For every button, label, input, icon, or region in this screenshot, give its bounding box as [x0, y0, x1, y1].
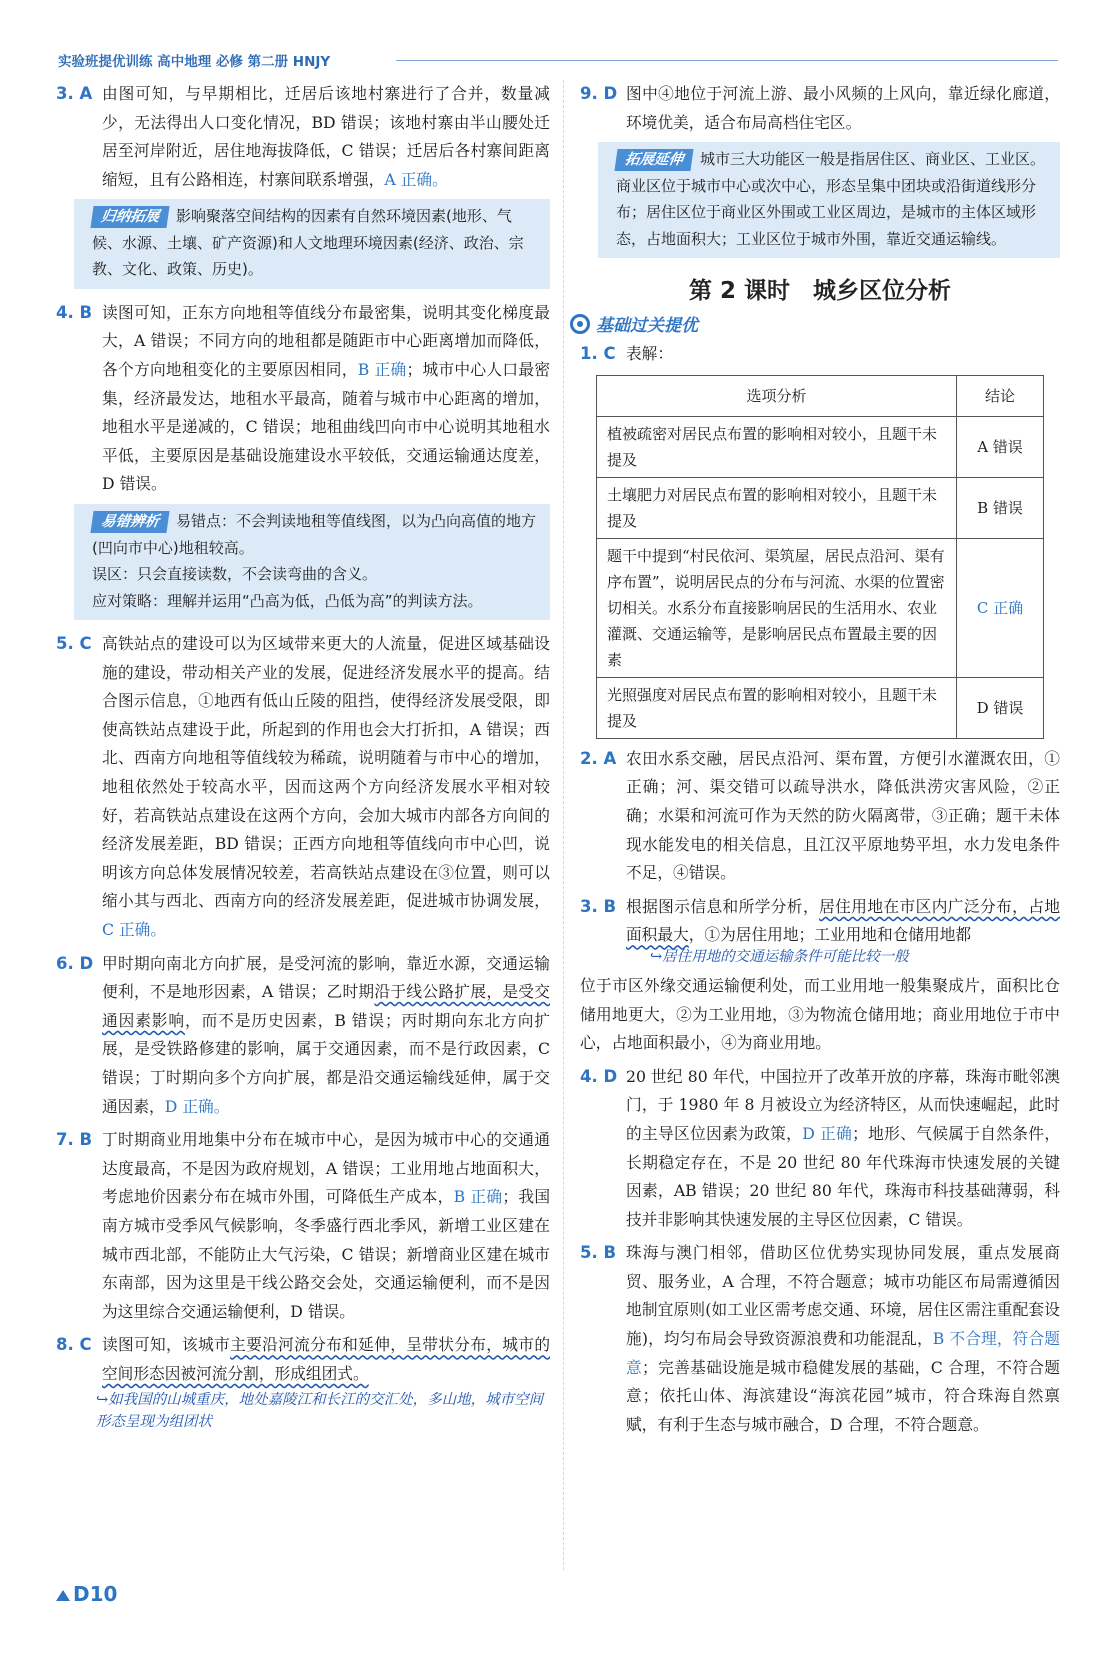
correct-answer: D 正确	[802, 1123, 853, 1143]
answer-q3-cont	[580, 972, 1060, 1058]
explanation: 珠海与澳门相邻，借助区位优势实现协同发展，重点发展商贸、服务业，A 合理，不符合题意；城市功能区布局需遵循因地制宜原则(如工业区需考虑交通、环境，居住区需注重配套设施)，均匀布局会导致资源浪费和功能混乱，	[626, 1243, 1060, 1349]
tip-line: 易错点：不会判读地租等值线图，以为凸向高值的地方(凹向市中心)地租较高。	[92, 512, 537, 557]
correct-answer: A 正确。	[384, 169, 448, 189]
header-rule	[396, 60, 1058, 61]
tip-text: 影响聚落空间结构的因素有自然环境因素(地形、气候、水源、土壤、矿产资源)和人文地理环境因素(经济、政治、宗教、文化、政策、历史)。	[92, 207, 524, 279]
explanation: 甲时期向南北方向扩展，是受河流的影响，靠近水源，交通运输便利，不是地形因素，A 错误；乙时期	[102, 953, 550, 1002]
explanation: 图中④地位于河流上游、最小风频的上风向，靠近绿化廊道，环境优美，适合布局高档住宅区。	[626, 84, 1060, 132]
tip-tag: 归纳拓展	[90, 206, 169, 228]
arrow-icon: ↪	[96, 1392, 109, 1409]
answer-q3b	[580, 893, 1060, 950]
table-cell: 光照强度对居民点布置的影响相对较小，且题干未提及	[597, 677, 957, 738]
question-number: 8. C	[56, 1335, 92, 1355]
question-number: 2. A	[580, 748, 617, 768]
tip-box-summary	[74, 199, 550, 289]
question-number: 7. B	[56, 1130, 93, 1150]
answer-q4b	[580, 1063, 1060, 1235]
question-number: 1. C	[580, 344, 616, 364]
column-divider	[563, 80, 564, 1570]
answer-q1	[580, 340, 1060, 369]
subsection-heading	[570, 311, 1060, 336]
page-number-text: D10	[73, 1582, 118, 1606]
underlined-text: 沿于线公路扩展，是受交通因素影响	[102, 982, 550, 1030]
explanation-cont: ；我国南方城市受季风气候影响，冬季盛行西北季风，新增工业区建在城市西北部，不能防止大气污染，C 错误；新增商业区建在城市东南部，因为这里是干线公路交会处，交通运输便利，而不是因为这里综合交通运输便利，D 错误。	[102, 1187, 551, 1321]
underlined-text: 主要沿河流分布和延伸，呈带状分布，城市的空间形态因被河流分割，形成组团式。	[102, 1335, 551, 1383]
subsection-title: 基础过关提优	[596, 316, 698, 337]
explanation-cont: 位于市区外缘交通运输便利处，而工业用地一般集聚成片，面积比仓储用地更大，②为工业用地，③为物流仓储用地；商业用地位于市中心，占地面积最小，④为商业用地。	[580, 975, 1060, 1053]
question-number: 3. A	[56, 84, 93, 103]
answer-q9	[580, 80, 1060, 137]
page-header	[58, 50, 1058, 70]
answer-q5b	[580, 1239, 1060, 1439]
section-title: 第 2 课时 城乡区位分析	[688, 278, 952, 305]
tip-text: 城市三大功能区一般是指居住区、商业区、工业区。商业区位于城市中心或次中心，形态呈集中团块或沿街道线形分布；居住区位于商业区外围或工业区周边，是城市的主体区域形态，占地面积大；工业区位于城市外围，靠近交通运输线。	[616, 150, 1046, 248]
explanation: 丁时期商业用地集中分布在城市中心，是因为城市中心的交通通达度最高，不是因为政府规划，A 错误；工业用地占地面积大，考虑地价因素分布在城市外围，可降低生产成本，	[102, 1130, 550, 1207]
answer-q7	[56, 1126, 550, 1326]
table-cell: 土壤肥力对居民点布置的影响相对较小，且题干未提及	[597, 477, 957, 538]
explanation: 读图可知，正东方向地租等值线分布最密集，说明其变化梯度最大，A 错误；不同方向的地租都是随距市中心距离增加而降低，各个方向地租变化的主要原因相同，	[102, 302, 550, 380]
handwritten-note	[96, 1389, 550, 1433]
question-number: 3. B	[580, 896, 617, 916]
table-header: 结论	[957, 375, 1044, 416]
tip-box-extension	[598, 142, 1060, 258]
explanation: 农田水系交融，居民点沿河、渠布置，方便引水灌溉农田，①正确；河、渠交错可以疏导洪水，降低洪涝灾害风险，②正确；水渠和河流可作为天然的防火隔离带，③正确；题干未体现水能发电的相关信息，且江汉平原地势平坦，水力发电条件不足，④错误。	[626, 748, 1060, 883]
explanation: 表解：	[626, 344, 674, 364]
answer-q2	[580, 745, 1060, 888]
target-icon	[570, 314, 590, 334]
answer-q8	[56, 1331, 550, 1388]
explanation: 20 世纪 80 年代，中国拉开了改革开放的序幕，珠海市毗邻澳门，于 1980 年 8 月被设立为经济特区，从而快速崛起，此时的主导区位因素为政策，	[626, 1066, 1060, 1143]
question-number: 6. D	[56, 953, 94, 973]
explanation-cont: ，①为居住用地；工业用地和仓储用地都	[688, 925, 972, 945]
table-row	[597, 677, 1044, 738]
tip-line: 误区：只会直接读数，不会读弯曲的含义。	[92, 565, 378, 584]
arrow-icon: ↪	[650, 948, 663, 965]
explanation: 由图可知，与早期相比，迁居后该地村寨进行了合并，数量减少，无法得出人口变化情况，BD 错误；该地村寨由半山腰处迁居至河岸附近，居住地海拔降低，C 错误；迁居后各村寨间距离缩短，且有公路相连，村寨间联系增强，	[102, 84, 550, 189]
handwritten-text: 如我国的山城重庆，地处嘉陵江和长江的交汇处，多山地，城市空间形态呈现为组团状	[96, 1392, 544, 1431]
correct-answer: B 正确	[453, 1187, 503, 1207]
correct-answer: D 正确。	[164, 1096, 230, 1116]
right-column	[580, 80, 1060, 1444]
underlined-text: 居住用地在市区内广泛分布，占地面积最大	[626, 896, 1061, 945]
explanation-cont: ；地形、气候属于自然条件，长期稳定存在，不是 20 世纪 80 年代珠海市快速发展的关键因素，AB 错误；20 世纪 80 年代，珠海市科技基础薄弱，科技并非影响其快速发展的主导区位因素，C 错误。	[626, 1123, 1061, 1229]
tip-line: 应对策略：理解并运用“凸高为低，凸低为高”的判读方法。	[92, 591, 483, 610]
explanation-cont: ；城市中心人口最密集，经济最发达，地租水平最高，随着与城市中心距离的增加，地租水平是递减的，C 错误；地租曲线凹向市中心说明其地租水平低，主要原因是基础设施建设水平较低，交通运输通达度差，D 错误。	[102, 360, 551, 494]
explanation: 根据图示信息和所学分析，	[626, 896, 820, 916]
table-row	[597, 416, 1044, 477]
explanation-cont: ，而不是历史因素，B 错误；丙时期向东北方向扩展，是受铁路修建的影响，属于交通因素，而不是行政因素，C 错误；丁时期向多个方向扩展，都是沿交通运输线延伸，属于交通因素，	[102, 1010, 551, 1116]
analysis-table	[596, 375, 1044, 739]
left-column	[56, 80, 550, 1437]
correct-answer: B 正确	[357, 360, 407, 380]
tip-tag: 易错辨析	[90, 511, 169, 533]
explanation: 高铁站点的建设可以为区域带来更大的人流量，促进区域基础设施的建设，带动相关产业的发展，促进经济发展水平的提高。结合图示信息，①地西有低山丘陵的阻挡，使得经济发展受限，即使高铁站点建设于此，所起到的作用也会大打折扣，A 错误；西北、西南方向地租等值线较为稀疏，说明随着与市中心的增加，地租依然处于较高水平，因而这两个方向经济发展水平相对较好，若高铁站点建设在这两个方向，会加大城市内部各方向间的经济发展差距，BD 错误；正西方向地租等值线向市中心凹，说明该方向总体发展情况较差，若高铁站点建设在③位置，则可以缩小其与西北、西南方向的经济发展差距，促进城市协调发展，	[102, 634, 550, 911]
answer-q4	[56, 299, 550, 499]
handwritten-text: 居住用地的交通运输条件可能比较一般	[662, 948, 909, 965]
table-cell-result: B 错误	[957, 477, 1044, 538]
tip-box-mistakes	[74, 504, 550, 620]
table-cell: 题干中提到“村民依河、渠筑屋，居民点沿河、渠有序布置”，说明居民点的分布与河流、水渠的位置密切相关。水系分布直接影响居民的生活用水、农业灌溉、交通运输等，是影响居民点布置最主要的因素	[597, 538, 957, 677]
header-title: 实验班提优训练 高中地理 必修 第二册 HNJY	[58, 54, 331, 70]
question-number: 4. B	[56, 302, 93, 322]
table-cell-result: C 正确	[957, 538, 1044, 677]
table-cell: 植被疏密对居民点布置的影响相对较小，且题干未提及	[597, 416, 957, 477]
table-header: 选项分析	[597, 375, 957, 416]
table-cell-result: D 错误	[957, 677, 1044, 738]
table-row	[597, 477, 1044, 538]
answer-q3	[56, 80, 550, 194]
answer-q6	[56, 950, 550, 1122]
table-cell-result: A 错误	[957, 416, 1044, 477]
question-number: 4. D	[580, 1066, 618, 1086]
question-number: 9. D	[580, 84, 618, 103]
page-number	[56, 1582, 117, 1606]
table-row	[597, 538, 1044, 677]
correct-answer: B 不合理，符合题意	[626, 1329, 1060, 1377]
answer-q5	[56, 630, 550, 945]
correct-answer: C 正确。	[102, 919, 167, 939]
explanation: 读图可知，该城市	[102, 1335, 231, 1355]
page-marker-icon	[56, 1590, 70, 1601]
tip-tag: 拓展延伸	[614, 149, 693, 171]
question-number: 5. B	[580, 1243, 617, 1263]
table-header-row	[597, 375, 1044, 416]
question-number: 5. C	[56, 634, 92, 654]
explanation-cont: ；完善基础设施是城市稳健发展的基础，C 合理，不符合题意；依托山体、海滨建设“海滨花园”城市，符合珠海自然禀赋，有利于生态与城市融合，D 合理，不符合题意。	[626, 1357, 1060, 1434]
